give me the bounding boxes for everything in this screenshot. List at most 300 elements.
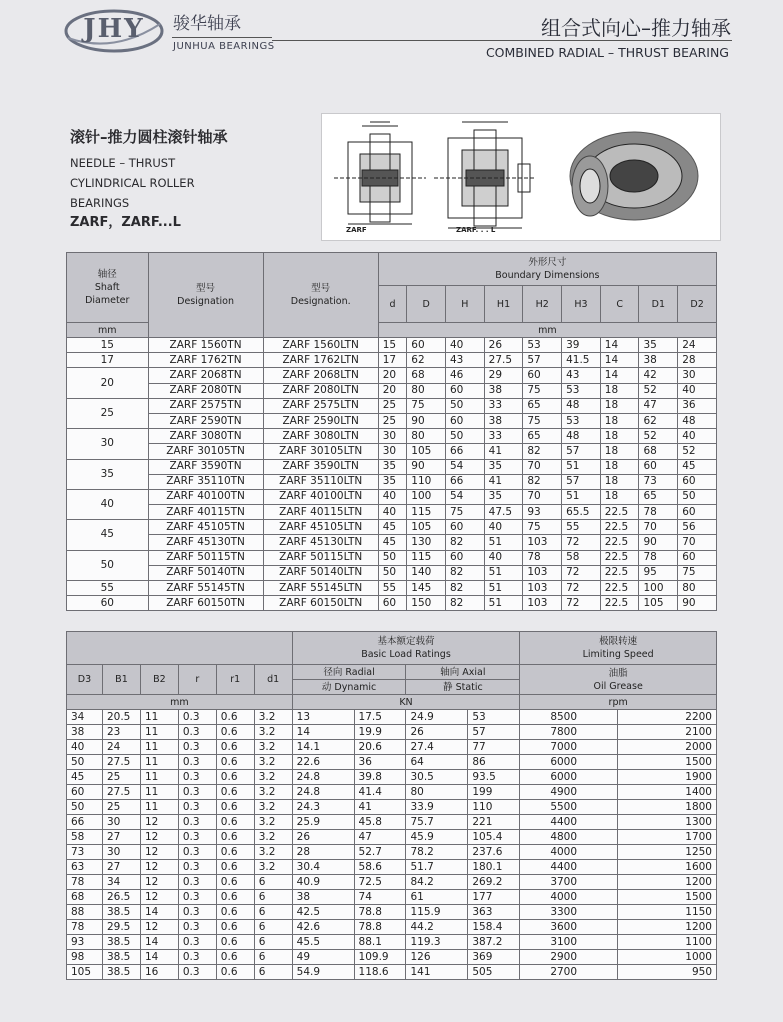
table-cell: 73 xyxy=(639,474,678,489)
table-cell: 0.3 xyxy=(178,965,216,980)
designation-en: Designation xyxy=(177,296,234,307)
table-cell: 25 xyxy=(378,398,407,413)
table-cell: ZARF 3080TN xyxy=(148,429,263,444)
load-ratings-table xyxy=(66,631,717,980)
table-cell: 3.2 xyxy=(254,755,292,770)
header-dynamic: 动 Dynamic xyxy=(292,680,406,695)
table-cell: 0.3 xyxy=(178,755,216,770)
table-cell: 0.3 xyxy=(178,740,216,755)
designation-en: Designation. xyxy=(290,296,351,307)
table-cell: 0.6 xyxy=(216,800,254,815)
table-cell: 41.5 xyxy=(562,353,601,368)
header-mm-dims: mm xyxy=(378,323,716,338)
table-cell: 51 xyxy=(484,596,523,611)
table-cell: 100 xyxy=(407,489,446,504)
table-cell: 14 xyxy=(600,338,639,353)
table-cell: 43 xyxy=(562,368,601,383)
table-cell: 29 xyxy=(484,368,523,383)
table-cell: 1250 xyxy=(618,845,717,860)
shaft-diameter-cell: 40 xyxy=(67,489,149,519)
section-title-en: COMBINED RADIAL – THRUST BEARING xyxy=(485,45,729,60)
table-cell: 35 xyxy=(378,474,407,489)
product-title-en-line: NEEDLE – THRUST xyxy=(70,156,176,170)
table-cell: 45 xyxy=(678,459,717,474)
table-cell: 41 xyxy=(484,474,523,489)
brand-logo xyxy=(64,8,164,54)
table-cell: 369 xyxy=(468,950,520,965)
table-cell: 363 xyxy=(468,905,520,920)
dims-col-D: D xyxy=(407,286,446,323)
table-cell: 0.3 xyxy=(178,785,216,800)
col-B1: B1 xyxy=(102,665,140,695)
table-cell: 25.9 xyxy=(292,815,354,830)
table-cell: 4400 xyxy=(520,815,618,830)
table-cell: 38.5 xyxy=(102,950,140,965)
table-cell: 63 xyxy=(67,860,103,875)
table-cell: 41 xyxy=(484,444,523,459)
table-cell: 53 xyxy=(562,383,601,398)
table-cell: 62 xyxy=(639,413,678,428)
shaft-diameter-cell: 30 xyxy=(67,429,149,459)
table-cell: 73 xyxy=(67,845,103,860)
product-title-en-line: BEARINGS xyxy=(70,196,130,210)
table-cell: 75 xyxy=(523,383,562,398)
table-cell: 77 xyxy=(468,740,520,755)
table-row xyxy=(67,474,717,489)
table-cell: 72.5 xyxy=(354,875,406,890)
table-cell: 16 xyxy=(140,965,178,980)
shaft-cn: 轴径 xyxy=(97,269,117,280)
table-cell: 4800 xyxy=(520,830,618,845)
table-cell: ZARF 2590LTN xyxy=(263,413,378,428)
table-cell: 41.4 xyxy=(354,785,406,800)
table-row xyxy=(67,770,717,785)
table-cell: 105.4 xyxy=(468,830,520,845)
table-row xyxy=(67,368,717,383)
table-cell: 3.2 xyxy=(254,740,292,755)
table-cell: ZARF 30105LTN xyxy=(263,444,378,459)
col-r: r xyxy=(178,665,216,695)
table-cell: 41 xyxy=(354,800,406,815)
table-cell: 50 xyxy=(67,755,103,770)
table-cell: 57 xyxy=(468,725,520,740)
table-cell: 6000 xyxy=(520,770,618,785)
table-cell: 72 xyxy=(562,581,601,596)
table-cell: 237.6 xyxy=(468,845,520,860)
table-cell: 25 xyxy=(102,800,140,815)
dims-en: Boundary Dimensions xyxy=(495,270,600,281)
table-cell: 1400 xyxy=(618,785,717,800)
type-cn: 型号 xyxy=(196,283,216,294)
table-cell: 22.5 xyxy=(600,505,639,520)
table-cell: 35 xyxy=(639,338,678,353)
table-cell: 36 xyxy=(678,398,717,413)
table-row xyxy=(67,950,717,965)
table-cell: 0.3 xyxy=(178,725,216,740)
table-cell: 387.2 xyxy=(468,935,520,950)
table-cell: 52.7 xyxy=(354,845,406,860)
table-cell: 38 xyxy=(67,725,103,740)
table-cell: 40 xyxy=(678,429,717,444)
table-cell: 35 xyxy=(484,459,523,474)
table-cell: 57 xyxy=(562,444,601,459)
table-cell: 0.3 xyxy=(178,875,216,890)
table-cell: ZARF 2068TN xyxy=(148,368,263,383)
table-cell: ZARF 40115TN xyxy=(148,505,263,520)
table-cell: 36 xyxy=(354,755,406,770)
table-cell: 78.8 xyxy=(354,905,406,920)
table-cell: 48 xyxy=(562,398,601,413)
table-cell: 98 xyxy=(67,950,103,965)
table-row xyxy=(67,935,717,950)
table-cell: 0.6 xyxy=(216,950,254,965)
table-cell: 12 xyxy=(140,845,178,860)
table-cell: 0.6 xyxy=(216,710,254,725)
table-cell: 40 xyxy=(67,740,103,755)
table-cell: 68 xyxy=(67,890,103,905)
dims-col-C: C xyxy=(600,286,639,323)
table-row xyxy=(67,398,717,413)
table-cell: 950 xyxy=(618,965,717,980)
header-divider xyxy=(172,37,272,38)
table-cell: 29.5 xyxy=(102,920,140,935)
table-row xyxy=(67,520,717,535)
table-cell: 52 xyxy=(639,383,678,398)
table-cell: 75 xyxy=(445,505,484,520)
table-cell: 22.5 xyxy=(600,581,639,596)
table-cell: 12 xyxy=(140,830,178,845)
table-cell: 27.5 xyxy=(102,755,140,770)
table-cell: 47 xyxy=(354,830,406,845)
table-cell: 54 xyxy=(445,489,484,504)
table-cell: 24.9 xyxy=(406,710,468,725)
table-row xyxy=(67,596,717,611)
table-row xyxy=(67,550,717,565)
table-cell: 18 xyxy=(600,474,639,489)
table-row xyxy=(67,875,717,890)
table-cell: 40 xyxy=(484,550,523,565)
table-cell: 75 xyxy=(523,413,562,428)
table-cell: 82 xyxy=(445,565,484,580)
table-cell: 1150 xyxy=(618,905,717,920)
table-cell: 3300 xyxy=(520,905,618,920)
table-cell: 65 xyxy=(523,429,562,444)
table-cell: 6 xyxy=(254,890,292,905)
shaft-en2: Diameter xyxy=(85,295,130,306)
table-cell: 60 xyxy=(678,550,717,565)
table-row xyxy=(67,338,717,353)
table-cell: 30.4 xyxy=(292,860,354,875)
table-cell: 38 xyxy=(484,383,523,398)
table-cell: 20 xyxy=(378,368,407,383)
table-cell: 60 xyxy=(639,459,678,474)
table-cell: 51 xyxy=(484,535,523,550)
table-cell: 24 xyxy=(102,740,140,755)
table-cell: 26 xyxy=(406,725,468,740)
table-cell: 12 xyxy=(140,815,178,830)
table-cell: 30 xyxy=(102,815,140,830)
table-cell: 78.2 xyxy=(406,845,468,860)
table-cell: 42.6 xyxy=(292,920,354,935)
dims-col-D1: D1 xyxy=(639,286,678,323)
table-cell: 4000 xyxy=(520,845,618,860)
table-cell: 52 xyxy=(678,444,717,459)
table-cell: 57 xyxy=(523,353,562,368)
table-row xyxy=(67,740,717,755)
table-cell: 24.3 xyxy=(292,800,354,815)
table-cell: ZARF 50140TN xyxy=(148,565,263,580)
table-cell: 25 xyxy=(378,413,407,428)
table-row xyxy=(67,429,717,444)
table-cell: 78.8 xyxy=(354,920,406,935)
shaft-diameter-cell: 25 xyxy=(67,398,149,428)
table-cell: 30 xyxy=(378,429,407,444)
table-cell: 60 xyxy=(445,520,484,535)
product-title-en-line: CYLINDRICAL ROLLER xyxy=(70,176,195,190)
table-cell: 3.2 xyxy=(254,725,292,740)
dims-col-H3: H3 xyxy=(562,286,601,323)
table-cell: ZARF 40115LTN xyxy=(263,505,378,520)
table-cell: ZARF 2590TN xyxy=(148,413,263,428)
table-cell: 95 xyxy=(639,565,678,580)
table-cell: 177 xyxy=(468,890,520,905)
table-cell: 3.2 xyxy=(254,770,292,785)
table-cell: 0.6 xyxy=(216,935,254,950)
dims-col-H: H xyxy=(445,286,484,323)
table-cell: 12 xyxy=(140,920,178,935)
table-cell: 11 xyxy=(140,740,178,755)
table-cell: 24.8 xyxy=(292,785,354,800)
table-cell: 24 xyxy=(678,338,717,353)
table-cell: 82 xyxy=(445,581,484,596)
table-cell: 150 xyxy=(407,596,446,611)
table-cell: 0.6 xyxy=(216,890,254,905)
table-cell: 1700 xyxy=(618,830,717,845)
table-cell: 30.5 xyxy=(406,770,468,785)
table-cell: 7800 xyxy=(520,725,618,740)
table-cell: 0.6 xyxy=(216,860,254,875)
load-cn: 基本额定载荷 xyxy=(377,636,435,647)
table-cell: 58 xyxy=(67,830,103,845)
table-cell: 0.6 xyxy=(216,725,254,740)
table-cell: 82 xyxy=(523,474,562,489)
table-cell: 1600 xyxy=(618,860,717,875)
table-cell: ZARF 45105TN xyxy=(148,520,263,535)
table-cell: 0.3 xyxy=(178,920,216,935)
table-cell: 109.9 xyxy=(354,950,406,965)
table-cell: 105 xyxy=(407,520,446,535)
table-cell: 27.5 xyxy=(484,353,523,368)
table-cell: 1900 xyxy=(618,770,717,785)
table-cell: 22.5 xyxy=(600,596,639,611)
table-cell: 57 xyxy=(562,474,601,489)
header-shaft-diameter xyxy=(67,253,149,323)
table-cell: 30 xyxy=(102,845,140,860)
table-cell: 11 xyxy=(140,770,178,785)
table-cell: 22.5 xyxy=(600,535,639,550)
table-cell: 50 xyxy=(678,489,717,504)
table-cell: 60 xyxy=(67,785,103,800)
table-cell: 39.8 xyxy=(354,770,406,785)
table-cell: 80 xyxy=(678,581,717,596)
table-cell: 26.5 xyxy=(102,890,140,905)
table-row xyxy=(67,489,717,504)
table-cell: 0.6 xyxy=(216,755,254,770)
dims-col-D2: D2 xyxy=(678,286,717,323)
col-D3: D3 xyxy=(67,665,103,695)
table-cell: 1000 xyxy=(618,950,717,965)
table-cell: 22.6 xyxy=(292,755,354,770)
table-cell: 90 xyxy=(639,535,678,550)
table-cell: 88 xyxy=(67,905,103,920)
col-r1: r1 xyxy=(216,665,254,695)
table-cell: 30 xyxy=(678,368,717,383)
table-cell: 11 xyxy=(140,725,178,740)
table-cell: 82 xyxy=(523,444,562,459)
dimensions-table xyxy=(66,252,717,611)
table-cell: 0.3 xyxy=(178,935,216,950)
table-cell: ZARF 40100LTN xyxy=(263,489,378,504)
table-cell: 61 xyxy=(406,890,468,905)
table-cell: 0.6 xyxy=(216,815,254,830)
table-cell: 17.5 xyxy=(354,710,406,725)
table-cell: 221 xyxy=(468,815,520,830)
table-cell: 0.3 xyxy=(178,845,216,860)
table-cell: 60 xyxy=(445,550,484,565)
table-cell: 34 xyxy=(102,875,140,890)
table-cell: 145 xyxy=(407,581,446,596)
table-row xyxy=(67,535,717,550)
table-cell: 11 xyxy=(140,755,178,770)
table-cell: 30 xyxy=(378,444,407,459)
table-cell: 78 xyxy=(639,505,678,520)
table-cell: 105 xyxy=(67,965,103,980)
table-row xyxy=(67,830,717,845)
product-models: ZARF，ZARF...L xyxy=(70,215,181,230)
table-row xyxy=(67,905,717,920)
table-cell: 45.9 xyxy=(406,830,468,845)
table-cell: 3.2 xyxy=(254,710,292,725)
table-row xyxy=(67,581,717,596)
table-cell: ZARF 3590TN xyxy=(148,459,263,474)
table-cell: 40 xyxy=(445,338,484,353)
table-cell: 4000 xyxy=(520,890,618,905)
table-cell: 60 xyxy=(523,368,562,383)
table-cell: ZARF 1762LTN xyxy=(263,353,378,368)
speed-en: Limiting Speed xyxy=(582,649,654,660)
table-cell: 17 xyxy=(378,353,407,368)
table-cell: ZARF 2575TN xyxy=(148,398,263,413)
table-cell: 88.1 xyxy=(354,935,406,950)
type-cn: 型号 xyxy=(311,283,331,294)
table-cell: 84.2 xyxy=(406,875,468,890)
table-cell: 1300 xyxy=(618,815,717,830)
table-row xyxy=(67,413,717,428)
table-cell: 2000 xyxy=(618,740,717,755)
table-row xyxy=(67,725,717,740)
table-cell: 0.3 xyxy=(178,770,216,785)
table-cell: 54.9 xyxy=(292,965,354,980)
table-row xyxy=(67,353,717,368)
table-cell: 50 xyxy=(445,398,484,413)
table-cell: ZARF 35110TN xyxy=(148,474,263,489)
table-cell: 0.3 xyxy=(178,890,216,905)
header-radial: 径向 Radial xyxy=(292,665,406,680)
table-cell: 27 xyxy=(102,830,140,845)
table-cell: 40 xyxy=(484,520,523,535)
table-cell: 66 xyxy=(67,815,103,830)
header-limiting-speed xyxy=(520,632,717,665)
table-cell: 2700 xyxy=(520,965,618,980)
table-cell: 38.5 xyxy=(102,935,140,950)
table-cell: 40 xyxy=(378,489,407,504)
table-cell: 47.5 xyxy=(484,505,523,520)
shaft-en: Shaft xyxy=(94,282,120,293)
table-cell: 3.2 xyxy=(254,785,292,800)
table-cell: 18 xyxy=(600,444,639,459)
table-cell: 39 xyxy=(562,338,601,353)
brand-name-en: JUNHUA BEARINGS xyxy=(173,41,275,52)
table-cell: 56 xyxy=(678,520,717,535)
table-cell: 42.5 xyxy=(292,905,354,920)
table-cell: 4900 xyxy=(520,785,618,800)
table-cell: 6 xyxy=(254,875,292,890)
table-cell: 14 xyxy=(600,368,639,383)
table-cell: 26 xyxy=(292,830,354,845)
table-row xyxy=(67,710,717,725)
table-cell: 93 xyxy=(523,505,562,520)
table-cell: 27 xyxy=(102,860,140,875)
table-cell: 130 xyxy=(407,535,446,550)
header-mm: mm xyxy=(67,323,149,338)
table-cell: ZARF 3080LTN xyxy=(263,429,378,444)
table-cell: 53 xyxy=(562,413,601,428)
table-cell: 34 xyxy=(67,710,103,725)
table-cell: 14 xyxy=(600,353,639,368)
table-cell: 14 xyxy=(292,725,354,740)
table-cell: 18 xyxy=(600,489,639,504)
table-cell: 54 xyxy=(445,459,484,474)
brand-name-cn: 骏华轴承 xyxy=(173,14,241,34)
table-cell: 38.5 xyxy=(102,905,140,920)
table-cell: ZARF 3590LTN xyxy=(263,459,378,474)
table-cell: 49 xyxy=(292,950,354,965)
col-B2: B2 xyxy=(140,665,178,695)
table-cell: 65.5 xyxy=(562,505,601,520)
table-cell: 1500 xyxy=(618,755,717,770)
table-cell: 126 xyxy=(406,950,468,965)
table-cell: ZARF 2080TN xyxy=(148,383,263,398)
shaft-diameter-cell: 60 xyxy=(67,596,149,611)
table-cell: 90 xyxy=(407,459,446,474)
table-cell: 70 xyxy=(678,535,717,550)
table-cell: 62 xyxy=(407,353,446,368)
table-cell: ZARF 1560LTN xyxy=(263,338,378,353)
table-cell: 33.9 xyxy=(406,800,468,815)
bearing-drawing-icon xyxy=(322,114,720,240)
table-cell: 103 xyxy=(523,565,562,580)
table-cell: 3.2 xyxy=(254,830,292,845)
table-cell: ZARF 55145TN xyxy=(148,581,263,596)
table-cell: 6 xyxy=(254,965,292,980)
table-cell: 33 xyxy=(484,429,523,444)
table-cell: 0.6 xyxy=(216,920,254,935)
lube-en: Oil Grease xyxy=(593,680,643,692)
table-cell: 35 xyxy=(484,489,523,504)
table-cell: 12 xyxy=(140,875,178,890)
table-cell: 5500 xyxy=(520,800,618,815)
table-cell: 65 xyxy=(523,398,562,413)
